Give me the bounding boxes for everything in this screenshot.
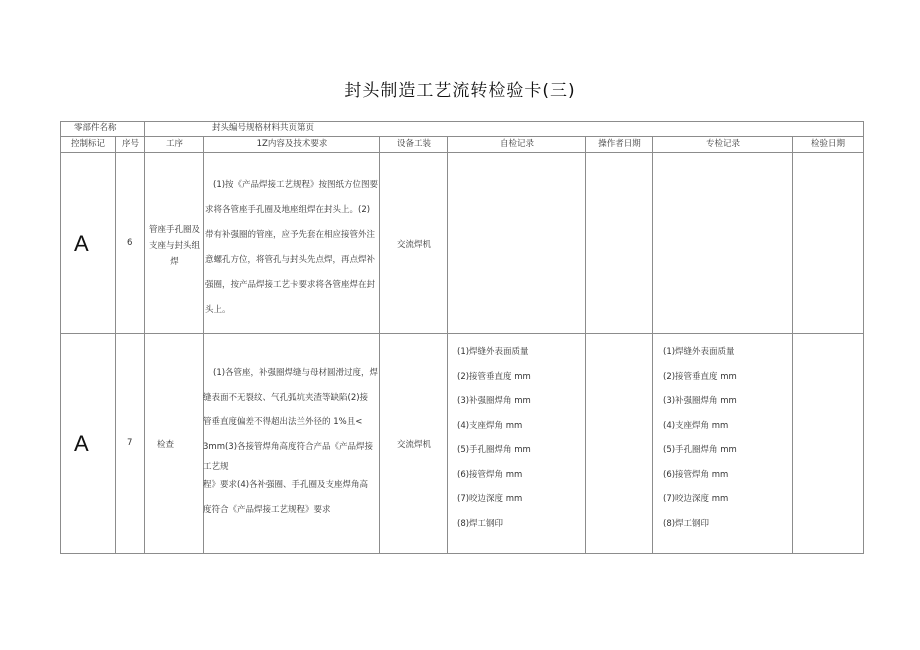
list-item: (1)焊缝外表面质量 [663, 347, 735, 357]
list-item: (6)接管焊角 mm [663, 469, 729, 480]
list-item: (5)手孔圈焊角 mm [663, 445, 737, 455]
self-check-list [457, 340, 531, 536]
header-control-mark: 控制标记 [70, 139, 105, 149]
process-name: 检查 [157, 440, 175, 450]
content-requirements: (1)各管座，补强圈焊缝与母材圆滑过度，焊 缝表面不无裂纹、气孔弧坑夹渣等缺陷(2)接 管垂直度偏差不得超出法兰外径的 1%且< 3mm(3)各接管焊角高度符合产品《产品焊接 工艺规 程》要求(4)各补强圈、手孔圈及支座焊角高 度符合《产品焊接工艺规程》要求 [203, 368, 379, 515]
special-check-list [663, 340, 737, 536]
list-item: (7)咬边深度 mm [663, 494, 729, 504]
header-equipment: 设备工装 [396, 139, 431, 149]
head-info-label: 封头编号规格材料共页第页 [212, 123, 315, 133]
header-seq: 序号 [121, 139, 139, 149]
header-process: 工序 [165, 139, 183, 149]
control-mark: A [74, 431, 89, 456]
header-content: 1Z内容及技术要求 [256, 139, 328, 149]
list-item: (1)焊缝外表面质量 [457, 347, 529, 357]
list-item: (8)焊工钢印 [663, 518, 710, 529]
list-item: (6)接管焊角 mm [457, 469, 523, 480]
part-name-label: 零部件名称 [74, 123, 117, 133]
equipment-name: 交流焊机 [396, 440, 431, 450]
process-name: 管座手孔圈及 支座与封头组 焊 [148, 225, 200, 267]
equipment-name: 交流焊机 [396, 240, 431, 250]
list-item: (2)接管垂直度 mm [663, 371, 737, 382]
list-item: (8)焊工钢印 [457, 518, 504, 529]
header-self-check: 自检记录 [499, 139, 534, 149]
header-operator-date: 操作者日期 [598, 139, 641, 149]
seq-number: 7 [127, 438, 133, 448]
list-item: (4)支座焊角 mm [457, 420, 523, 431]
content-requirements: (1)按《产品焊接工艺规程》按图纸方位图要 求将各管座手孔圈及地座组焊在封头上。(2) 带有补强圈的管座，应予先套在相应接管外注 意螺孔方位，将管孔与封头先点焊，再点焊补 强圈，按产品焊接工艺卡要求将各管座焊在封 头上。 [205, 180, 379, 315]
list-item: (2)接管垂直度 mm [457, 371, 531, 382]
list-item: (5)手孔圈焊角 mm [457, 445, 531, 455]
list-item: (3)补强圈焊角 mm [663, 396, 737, 406]
control-mark: A [74, 231, 89, 256]
list-item: (3)补强圈焊角 mm [457, 396, 531, 406]
seq-number: 6 [127, 238, 133, 248]
list-item: (4)支座焊角 mm [663, 420, 729, 431]
list-item: (7)咬边深度 mm [457, 494, 523, 504]
header-special-check: 专检记录 [705, 139, 740, 149]
document-title: 封头制造工艺流转检验卡(三) [344, 81, 576, 101]
header-inspect-date: 检验日期 [810, 139, 845, 149]
